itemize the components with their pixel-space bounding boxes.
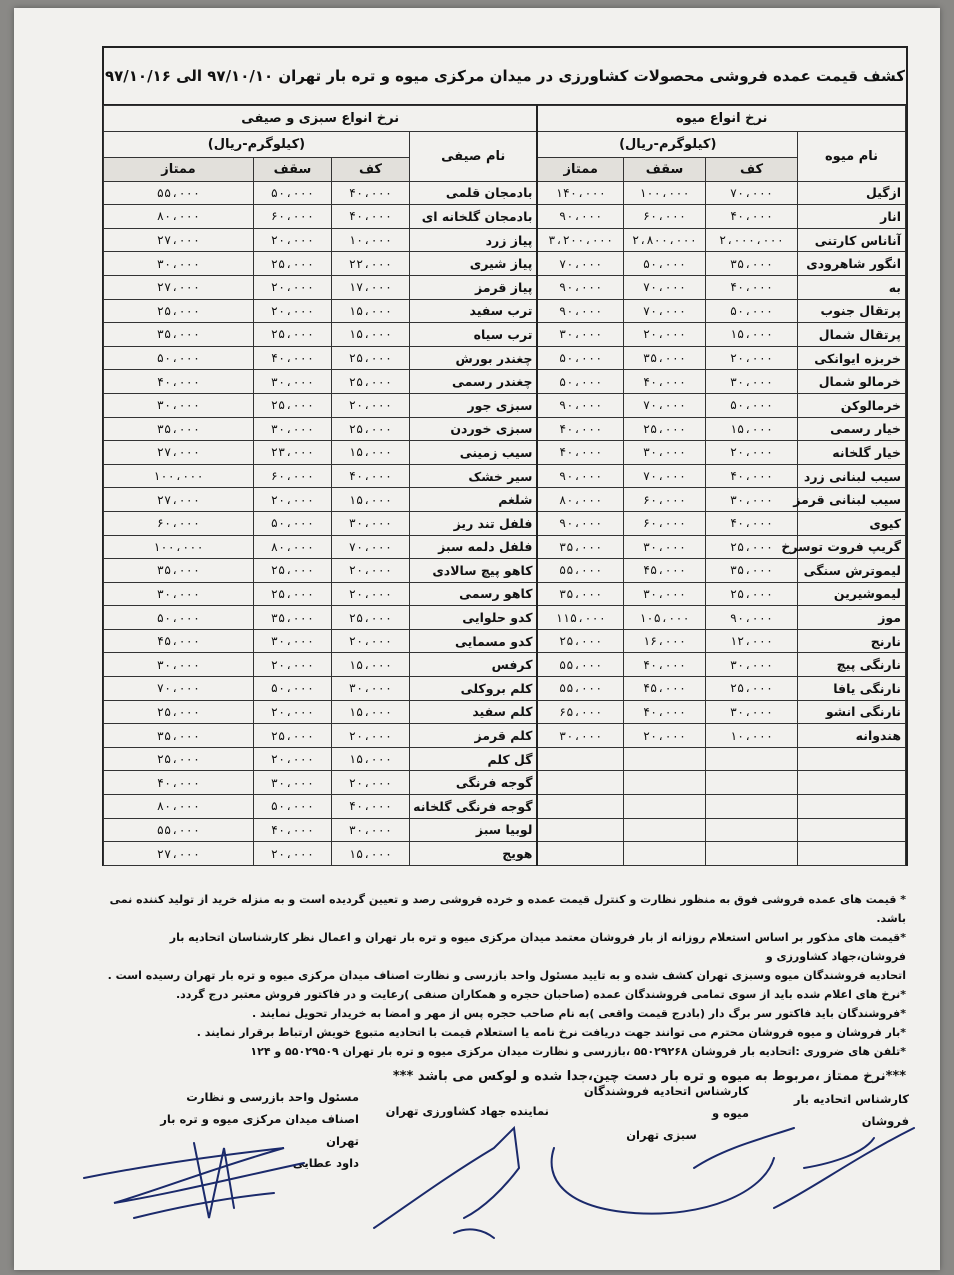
fruit-price-min <box>706 771 798 795</box>
veg-price-max: ۵۰،۰۰۰ <box>253 181 331 205</box>
fruit-name: خربزه ایوانکی <box>798 346 906 370</box>
fruit-price-min: ۹۰،۰۰۰ <box>706 606 798 630</box>
veg-price-premium: ۴۵،۰۰۰ <box>103 629 253 653</box>
fruit-col-min: کف <box>706 158 798 182</box>
fruit-price-min: ۱۵،۰۰۰ <box>706 323 798 347</box>
fruit-name: نارنج <box>798 629 906 653</box>
veg-price-min: ۱۵،۰۰۰ <box>331 323 409 347</box>
fruit-price-min: ۴۰،۰۰۰ <box>706 205 798 229</box>
table-row <box>103 441 905 465</box>
fruit-price-premium: ۳۵،۰۰۰ <box>537 582 623 606</box>
fruit-price-premium: ۲۵،۰۰۰ <box>537 629 623 653</box>
fruit-price-min: ۲،۰۰۰،۰۰۰ <box>706 228 798 252</box>
fruit-name: خرمالوکن <box>798 393 906 417</box>
veg-name: کاهو رسمی <box>409 582 537 606</box>
fruit-name: نارنگی انشو <box>798 700 906 724</box>
fruit-price-min: ۲۵،۰۰۰ <box>706 677 798 701</box>
fruit-name: نارنگی پیچ <box>798 653 906 677</box>
veg-price-max: ۳۰،۰۰۰ <box>253 629 331 653</box>
fruit-price-premium: ۵۰،۰۰۰ <box>537 346 623 370</box>
veg-price-premium: ۱۰۰،۰۰۰ <box>103 464 253 488</box>
veg-price-max: ۳۰،۰۰۰ <box>253 771 331 795</box>
veg-name: هویج <box>409 842 537 866</box>
fruit-price-max: ۷۰،۰۰۰ <box>624 275 706 299</box>
fruit-price-min: ۲۰،۰۰۰ <box>706 441 798 465</box>
veg-price-min: ۴۰،۰۰۰ <box>331 464 409 488</box>
fruit-price-premium: ۷۰،۰۰۰ <box>537 252 623 276</box>
fruit-price-max: ۲۵،۰۰۰ <box>624 417 706 441</box>
fruit-price-max: ۷۰،۰۰۰ <box>624 464 706 488</box>
fruit-price-premium: ۱۱۵،۰۰۰ <box>537 606 623 630</box>
veg-name: کرفس <box>409 653 537 677</box>
veg-name: سیب زمینی <box>409 441 537 465</box>
fruit-price-premium: ۶۵،۰۰۰ <box>537 700 623 724</box>
fruit-name: هندوانه <box>798 724 906 748</box>
fruit-price-min <box>706 795 798 819</box>
fruit-name: ازگیل <box>798 181 906 205</box>
veg-price-premium: ۳۰،۰۰۰ <box>103 252 253 276</box>
table-row <box>103 559 905 583</box>
fruit-name: سیب لبنانی زرد <box>798 464 906 488</box>
fruit-price-premium: ۹۰،۰۰۰ <box>537 393 623 417</box>
fruit-price-min: ۴۰،۰۰۰ <box>706 511 798 535</box>
veg-price-premium: ۳۵،۰۰۰ <box>103 559 253 583</box>
veg-price-premium: ۲۷،۰۰۰ <box>103 275 253 299</box>
fruit-name: به <box>798 275 906 299</box>
veg-name: لوبیا سبز <box>409 818 537 842</box>
fruit-name: انار <box>798 205 906 229</box>
fruit-name: لیموشیرین <box>798 582 906 606</box>
veg-price-premium: ۳۵،۰۰۰ <box>103 417 253 441</box>
veg-price-max: ۶۰،۰۰۰ <box>253 205 331 229</box>
table-row <box>103 724 905 748</box>
fruit-name: خرمالو شمال <box>798 370 906 394</box>
veg-price-min: ۲۰،۰۰۰ <box>331 629 409 653</box>
veg-price-max: ۵۰،۰۰۰ <box>253 795 331 819</box>
fruit-price-min: ۱۵،۰۰۰ <box>706 417 798 441</box>
fruit-name: آناناس کارتنی <box>798 228 906 252</box>
veg-price-min: ۳۰،۰۰۰ <box>331 677 409 701</box>
table-row <box>103 252 905 276</box>
veg-price-min: ۴۰،۰۰۰ <box>331 795 409 819</box>
fruit-price-min: ۲۰،۰۰۰ <box>706 346 798 370</box>
veg-price-min: ۲۵،۰۰۰ <box>331 370 409 394</box>
fruit-price-max: ۶۰،۰۰۰ <box>624 488 706 512</box>
veg-name: سبزی جور <box>409 393 537 417</box>
table-row <box>103 181 905 205</box>
fruit-price-max: ۳۵،۰۰۰ <box>624 346 706 370</box>
fruit-price-min: ۷۰،۰۰۰ <box>706 181 798 205</box>
fruit-price-max: ۲۰،۰۰۰ <box>624 323 706 347</box>
veg-name: پیاز قرمز <box>409 275 537 299</box>
veg-name: کلم سفید <box>409 700 537 724</box>
fruit-price-max: ۲۰،۰۰۰ <box>624 724 706 748</box>
veg-price-premium: ۵۵،۰۰۰ <box>103 181 253 205</box>
veg-price-max: ۲۵،۰۰۰ <box>253 559 331 583</box>
note-line: اتحادیه فروشندگان میوه وسبزی تهران کشف شده و به تایید مسئول واحد بازرسی و نظارت اصناف میدان مرکزی میوه و تره بار تهران رسیده است . <box>107 969 906 982</box>
fruit-name: خیار گلخانه <box>798 441 906 465</box>
veg-price-min: ۴۰،۰۰۰ <box>331 205 409 229</box>
table-row <box>103 346 905 370</box>
veg-price-premium: ۲۷،۰۰۰ <box>103 488 253 512</box>
veg-price-max: ۶۰،۰۰۰ <box>253 464 331 488</box>
fruit-price-premium: ۹۰،۰۰۰ <box>537 464 623 488</box>
veg-price-max: ۲۰،۰۰۰ <box>253 488 331 512</box>
fruit-price-min <box>706 818 798 842</box>
fruit-name: پرتقال جنوب <box>798 299 906 323</box>
veg-name: بادمجان قلمی <box>409 181 537 205</box>
table-row <box>103 275 905 299</box>
veg-price-min: ۲۵،۰۰۰ <box>331 346 409 370</box>
fruit-price-max <box>624 747 706 771</box>
fruit-price-max: ۶۰،۰۰۰ <box>624 511 706 535</box>
fruit-name: خیار رسمی <box>798 417 906 441</box>
fruit-price-premium: ۸۰،۰۰۰ <box>537 488 623 512</box>
fruit-name <box>798 842 906 866</box>
document-title: کشف قیمت عمده فروشی محصولات کشاورزی در میدان مرکزی میوه و تره بار تهران ۹۷/۱۰/۱۰ الی ۹۷/۱۰/۱۶ <box>104 48 906 105</box>
veg-name: چغندر رسمی <box>409 370 537 394</box>
fruit-price-max: ۱۰۰،۰۰۰ <box>624 181 706 205</box>
fruit-price-min: ۳۵،۰۰۰ <box>706 252 798 276</box>
veg-price-min: ۳۰،۰۰۰ <box>331 818 409 842</box>
table-row <box>103 747 905 771</box>
veg-price-min: ۱۵،۰۰۰ <box>331 700 409 724</box>
veg-price-max: ۴۰،۰۰۰ <box>253 818 331 842</box>
table-row <box>103 653 905 677</box>
fruit-name <box>798 747 906 771</box>
veg-name: کدو مسمایی <box>409 629 537 653</box>
veg-price-max: ۸۰،۰۰۰ <box>253 535 331 559</box>
fruit-name: سیب لبنانی قرمز <box>798 488 906 512</box>
fruit-price-premium: ۳۰،۰۰۰ <box>537 323 623 347</box>
veg-price-min: ۲۰،۰۰۰ <box>331 559 409 583</box>
veg-price-min: ۲۵،۰۰۰ <box>331 417 409 441</box>
fruit-price-premium <box>537 795 623 819</box>
veg-name: گل کلم <box>409 747 537 771</box>
veg-price-max: ۵۰،۰۰۰ <box>253 511 331 535</box>
fruit-name <box>798 771 906 795</box>
fruit-price-premium: ۵۰،۰۰۰ <box>537 370 623 394</box>
veg-name: چغندر بورش <box>409 346 537 370</box>
fruit-price-max <box>624 818 706 842</box>
fruit-unit-label: (کیلوگرم-ریال) <box>537 132 797 158</box>
fruit-price-max <box>624 771 706 795</box>
fruit-price-max: ۴۵،۰۰۰ <box>624 559 706 583</box>
veg-price-premium: ۶۰،۰۰۰ <box>103 511 253 535</box>
notes-block <box>94 890 906 1086</box>
veg-name: شلغم <box>409 488 537 512</box>
fruit-name: کیوی <box>798 511 906 535</box>
veg-price-max: ۲۰،۰۰۰ <box>253 275 331 299</box>
fruit-price-min: ۱۰،۰۰۰ <box>706 724 798 748</box>
fruit-name <box>798 795 906 819</box>
table-row <box>103 818 905 842</box>
fruit-price-max: ۳۰،۰۰۰ <box>624 441 706 465</box>
fruit-price-premium: ۹۰،۰۰۰ <box>537 275 623 299</box>
table-row <box>103 795 905 819</box>
fruit-price-min: ۳۰،۰۰۰ <box>706 488 798 512</box>
note-line: *نرخ های اعلام شده باید از سوی تمامی فروشندگان عمده (صاحبان حجره و همکاران صنفی )رعایت و در فاکتور فروش معتبر درج گردد. <box>175 988 906 1001</box>
fruit-price-max: ۱۶،۰۰۰ <box>624 629 706 653</box>
fruit-price-max <box>624 795 706 819</box>
fruit-price-premium: ۵۵،۰۰۰ <box>537 677 623 701</box>
veg-price-premium: ۳۵،۰۰۰ <box>103 724 253 748</box>
fruit-col-premium: ممتاز <box>537 158 623 182</box>
note-line: * قیمت های عمده فروشی فوق به منظور نظارت و کنترل قیمت عمده و خرده فروشی رصد و تعیین گردیده است و به منزله خرید از تولید کننده نمی باشد. <box>109 893 906 925</box>
fruit-price-premium: ۵۵،۰۰۰ <box>537 653 623 677</box>
note-line: *تلفن های ضروری :اتحادیه بار فروشان ۵۵۰۲۹۲۶۸ ،بازرسی و نظارت میدان مرکزی میوه و تره بار تهران ۵۵۰۲۹۵۰۹ و ۱۲۴ <box>250 1045 906 1058</box>
fruit-price-premium: ۵۵،۰۰۰ <box>537 559 623 583</box>
veg-price-min: ۳۰،۰۰۰ <box>331 511 409 535</box>
table-row <box>103 417 905 441</box>
veg-price-min: ۷۰،۰۰۰ <box>331 535 409 559</box>
veg-price-min: ۱۵،۰۰۰ <box>331 653 409 677</box>
veg-price-min: ۱۵،۰۰۰ <box>331 299 409 323</box>
fruit-price-min: ۴۰،۰۰۰ <box>706 464 798 488</box>
fruit-name: انگور شاهرودی <box>798 252 906 276</box>
veg-name: کدو حلوایی <box>409 606 537 630</box>
fruit-price-min: ۱۲،۰۰۰ <box>706 629 798 653</box>
veg-price-min: ۱۵،۰۰۰ <box>331 747 409 771</box>
fruit-name: موز <box>798 606 906 630</box>
veg-price-max: ۲۰،۰۰۰ <box>253 228 331 252</box>
veg-price-premium: ۲۵،۰۰۰ <box>103 299 253 323</box>
veg-price-max: ۳۰،۰۰۰ <box>253 370 331 394</box>
fruit-price-premium: ۴۰،۰۰۰ <box>537 417 623 441</box>
veg-price-min: ۱۵،۰۰۰ <box>331 488 409 512</box>
veg-name: گوجه فرنگی <box>409 771 537 795</box>
fruit-price-premium: ۱۴۰،۰۰۰ <box>537 181 623 205</box>
veg-price-premium: ۱۰۰،۰۰۰ <box>103 535 253 559</box>
fruit-name: گریپ فروت توسرخ <box>798 535 906 559</box>
table-row <box>103 393 905 417</box>
fruit-price-premium: ۳۰،۰۰۰ <box>537 724 623 748</box>
fruit-price-min: ۳۵،۰۰۰ <box>706 559 798 583</box>
veg-name: بادمجان گلخانه ای <box>409 205 537 229</box>
veg-price-max: ۴۰،۰۰۰ <box>253 346 331 370</box>
fruit-price-min: ۴۰،۰۰۰ <box>706 275 798 299</box>
veg-price-premium: ۵۵،۰۰۰ <box>103 818 253 842</box>
veg-price-min: ۱۵،۰۰۰ <box>331 842 409 866</box>
table-row <box>103 700 905 724</box>
table-row <box>103 370 905 394</box>
fruit-price-min <box>706 747 798 771</box>
fruit-price-min: ۳۰،۰۰۰ <box>706 700 798 724</box>
table-row <box>103 606 905 630</box>
fruit-name: نارنگی یافا <box>798 677 906 701</box>
veg-price-premium: ۲۷،۰۰۰ <box>103 441 253 465</box>
veg-price-max: ۲۳،۰۰۰ <box>253 441 331 465</box>
veg-price-min: ۱۷،۰۰۰ <box>331 275 409 299</box>
veg-section-header: نرخ انواع سبزی و صیفی <box>103 106 537 132</box>
fruit-price-max: ۴۵،۰۰۰ <box>624 677 706 701</box>
veg-price-min: ۲۰،۰۰۰ <box>331 724 409 748</box>
veg-price-premium: ۵۰،۰۰۰ <box>103 346 253 370</box>
fruit-price-min <box>706 842 798 866</box>
veg-name: ترب سیاه <box>409 323 537 347</box>
veg-price-max: ۲۰،۰۰۰ <box>253 653 331 677</box>
fruit-price-min: ۲۵،۰۰۰ <box>706 535 798 559</box>
fruit-price-min: ۳۰،۰۰۰ <box>706 653 798 677</box>
table-row <box>103 488 905 512</box>
signature-name: داود عطایی <box>292 1156 359 1170</box>
price-table <box>103 105 906 866</box>
veg-name: سیر خشک <box>409 464 537 488</box>
veg-price-min: ۲۰،۰۰۰ <box>331 582 409 606</box>
price-rows <box>103 181 905 865</box>
fruit-name <box>798 818 906 842</box>
veg-price-premium: ۴۰،۰۰۰ <box>103 771 253 795</box>
table-row <box>103 511 905 535</box>
veg-name: پیاز زرد <box>409 228 537 252</box>
fruit-price-premium: ۹۰،۰۰۰ <box>537 299 623 323</box>
fruit-price-min: ۳۰،۰۰۰ <box>706 370 798 394</box>
fruit-price-premium: ۹۰،۰۰۰ <box>537 511 623 535</box>
table-row <box>103 323 905 347</box>
fruit-price-max <box>624 842 706 866</box>
premium-note: ***نرخ ممتاز ،مربوط به میوه و تره بار دست چین،جدا شده و لوکس می باشد *** <box>392 1069 906 1084</box>
veg-price-min: ۱۵،۰۰۰ <box>331 441 409 465</box>
fruit-price-max: ۴۰،۰۰۰ <box>624 700 706 724</box>
table-row <box>103 205 905 229</box>
note-line: *قیمت های مذکور بر اساس استعلام روزانه از بار فروشان معتمد میدان مرکزی میوه و تره بار تهران و اعمال نظر کارشناسان اتحادیه بار فروشان،جهاد کشاورزی و <box>169 931 906 963</box>
fruit-price-max: ۳۰،۰۰۰ <box>624 582 706 606</box>
handwritten-signatures <box>74 1108 914 1258</box>
fruit-price-premium <box>537 771 623 795</box>
veg-price-max: ۲۰،۰۰۰ <box>253 842 331 866</box>
fruit-price-max: ۲،۸۰۰،۰۰۰ <box>624 228 706 252</box>
veg-name: کلم قرمز <box>409 724 537 748</box>
fruit-name: لیموترش سنگی <box>798 559 906 583</box>
fruit-price-max: ۴۰،۰۰۰ <box>624 653 706 677</box>
fruit-price-premium: ۴۰،۰۰۰ <box>537 441 623 465</box>
veg-price-max: ۲۵،۰۰۰ <box>253 323 331 347</box>
fruit-section-header: نرخ انواع میوه <box>537 106 905 132</box>
signature-title: کارشناس اتحادیه فروشندگان میوه و <box>583 1084 749 1120</box>
veg-price-premium: ۴۰،۰۰۰ <box>103 370 253 394</box>
note-line: *فروشندگان باید فاکتور سر برگ دار (بادرج قیمت واقعی )به نام صاحب حجره پس از مهر و امضا به خریدار تحویل نمایند . <box>252 1007 906 1020</box>
veg-price-premium: ۸۰،۰۰۰ <box>103 795 253 819</box>
veg-price-max: ۵۰،۰۰۰ <box>253 677 331 701</box>
veg-name: کاهو پیچ سالادی <box>409 559 537 583</box>
note-line: *بار فروشان و میوه فروشان محترم می توانند جهت دریافت نرخ نامه یا استعلام قیمت با اتحادیه متبوع خویش ارتباط برقرار نمایند . <box>196 1026 906 1039</box>
fruit-price-min: ۵۰،۰۰۰ <box>706 393 798 417</box>
veg-price-premium: ۳۰،۰۰۰ <box>103 653 253 677</box>
veg-col-min: کف <box>331 158 409 182</box>
document-paper <box>14 8 940 1270</box>
veg-unit-label: (کیلوگرم-ریال) <box>103 132 409 158</box>
table-row <box>103 464 905 488</box>
signature-title: نماینده جهاد کشاورزی تهران <box>385 1104 549 1118</box>
veg-name-header: نام صیفی <box>409 132 537 182</box>
fruit-price-premium <box>537 747 623 771</box>
veg-name: کلم بروکلی <box>409 677 537 701</box>
veg-price-max: ۲۵،۰۰۰ <box>253 393 331 417</box>
veg-price-max: ۳۵،۰۰۰ <box>253 606 331 630</box>
signature-title: مسئول واحد بازرسی و نظارت <box>186 1090 359 1104</box>
fruit-price-max: ۶۰،۰۰۰ <box>624 205 706 229</box>
signature-org: سبزی تهران <box>626 1128 697 1142</box>
veg-price-premium: ۲۷،۰۰۰ <box>103 842 253 866</box>
table-row <box>103 228 905 252</box>
veg-price-min: ۲۰،۰۰۰ <box>331 393 409 417</box>
fruit-price-premium: ۳،۲۰۰،۰۰۰ <box>537 228 623 252</box>
veg-name: سبزی خوردن <box>409 417 537 441</box>
veg-price-premium: ۲۷،۰۰۰ <box>103 228 253 252</box>
table-row <box>103 299 905 323</box>
veg-name: پیاز شیری <box>409 252 537 276</box>
fruit-price-max: ۷۰،۰۰۰ <box>624 393 706 417</box>
veg-price-max: ۲۰،۰۰۰ <box>253 700 331 724</box>
veg-price-premium: ۳۰،۰۰۰ <box>103 393 253 417</box>
veg-price-premium: ۲۵،۰۰۰ <box>103 747 253 771</box>
veg-price-premium: ۷۰،۰۰۰ <box>103 677 253 701</box>
fruit-price-min: ۵۰،۰۰۰ <box>706 299 798 323</box>
veg-price-max: ۲۵،۰۰۰ <box>253 252 331 276</box>
veg-price-premium: ۳۰،۰۰۰ <box>103 582 253 606</box>
table-row <box>103 535 905 559</box>
veg-name: گوجه فرنگی گلخانه <box>409 795 537 819</box>
veg-col-max: سقف <box>253 158 331 182</box>
veg-name: فلفل دلمه سبز <box>409 535 537 559</box>
veg-price-premium: ۲۵،۰۰۰ <box>103 700 253 724</box>
veg-price-min: ۴۰،۰۰۰ <box>331 181 409 205</box>
veg-price-max: ۲۰،۰۰۰ <box>253 747 331 771</box>
veg-price-premium: ۳۵،۰۰۰ <box>103 323 253 347</box>
veg-price-premium: ۵۰،۰۰۰ <box>103 606 253 630</box>
fruit-price-premium <box>537 818 623 842</box>
fruit-price-max: ۷۰،۰۰۰ <box>624 299 706 323</box>
fruit-price-max: ۵۰،۰۰۰ <box>624 252 706 276</box>
fruit-price-max: ۴۰،۰۰۰ <box>624 370 706 394</box>
fruit-name-header: نام میوه <box>798 132 906 182</box>
fruit-price-premium: ۹۰،۰۰۰ <box>537 205 623 229</box>
veg-price-max: ۲۵،۰۰۰ <box>253 724 331 748</box>
veg-price-min: ۲۲،۰۰۰ <box>331 252 409 276</box>
fruit-col-max: سقف <box>624 158 706 182</box>
veg-price-premium: ۸۰،۰۰۰ <box>103 205 253 229</box>
veg-price-min: ۲۵،۰۰۰ <box>331 606 409 630</box>
fruit-price-premium: ۳۵،۰۰۰ <box>537 535 623 559</box>
signature-org: اصناف میدان مرکزی میوه و تره بار تهران <box>160 1112 359 1148</box>
table-row <box>103 771 905 795</box>
veg-price-min: ۱۰،۰۰۰ <box>331 228 409 252</box>
table-row <box>103 629 905 653</box>
signature-title: کارشناس اتحادیه بار فروشان <box>793 1092 909 1128</box>
price-sheet <box>102 46 908 866</box>
veg-name: فلفل تند ریز <box>409 511 537 535</box>
table-row <box>103 842 905 866</box>
veg-name: ترب سفید <box>409 299 537 323</box>
fruit-name: پرتقال شمال <box>798 323 906 347</box>
veg-price-min: ۲۰،۰۰۰ <box>331 771 409 795</box>
fruit-price-min: ۲۵،۰۰۰ <box>706 582 798 606</box>
veg-col-premium: ممتاز <box>103 158 253 182</box>
table-row <box>103 582 905 606</box>
table-row <box>103 677 905 701</box>
veg-price-max: ۲۵،۰۰۰ <box>253 582 331 606</box>
fruit-price-max: ۳۰،۰۰۰ <box>624 535 706 559</box>
fruit-price-premium <box>537 842 623 866</box>
fruit-price-max: ۱۰۵،۰۰۰ <box>624 606 706 630</box>
veg-price-max: ۲۰،۰۰۰ <box>253 299 331 323</box>
veg-price-max: ۳۰،۰۰۰ <box>253 417 331 441</box>
